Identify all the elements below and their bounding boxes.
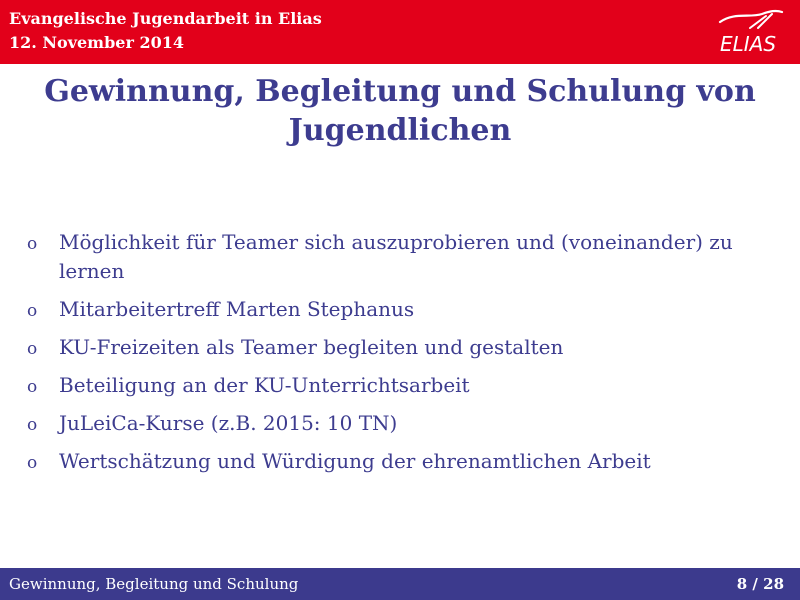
- list-item-text: Mitarbeitertreff Marten Stephanus: [59, 297, 415, 321]
- header-title: Evangelische Jugendarbeit in Elias: [9, 9, 322, 28]
- slide-footer: [0, 568, 800, 600]
- bullet-marker: o: [27, 453, 38, 473]
- list-item: [27, 447, 767, 476]
- list-item-text: Beteiligung an der KU-Unterrichtsarbeit: [59, 373, 470, 397]
- bullet-marker: o: [27, 415, 38, 435]
- list-item: [27, 371, 767, 400]
- page-indicator: 8 / 28: [736, 575, 784, 593]
- bullet-marker: o: [27, 339, 38, 359]
- list-item: [27, 295, 767, 324]
- slide-title: Gewinnung, Begleitung und Schulung von Jugendlichen: [44, 74, 756, 148]
- bullet-marker: o: [27, 377, 38, 397]
- bullet-marker: o: [27, 301, 38, 321]
- list-item-text: Wertschätzung und Würdigung der ehrenamtlichen Arbeit: [59, 449, 651, 473]
- logo-text: ELIAS: [719, 32, 777, 56]
- list-item-text: Möglichkeit für Teamer sich auszuprobieren und (voneinander) zu lernen: [59, 230, 733, 283]
- bullet-list: [27, 228, 767, 485]
- footer-section-title: Gewinnung, Begleitung und Schulung: [9, 575, 299, 593]
- list-item: [27, 409, 767, 438]
- list-item: [27, 228, 767, 286]
- list-item-text: JuLeiCa-Kurse (z.B. 2015: 10 TN): [59, 411, 398, 435]
- list-item: [27, 333, 767, 362]
- bullet-marker: o: [27, 234, 38, 254]
- header-date: 12. November 2014: [9, 33, 185, 52]
- slide-header: [0, 0, 800, 64]
- elias-logo-icon: [710, 8, 786, 58]
- list-item-text: KU-Freizeiten als Teamer begleiten und gestalten: [59, 335, 564, 359]
